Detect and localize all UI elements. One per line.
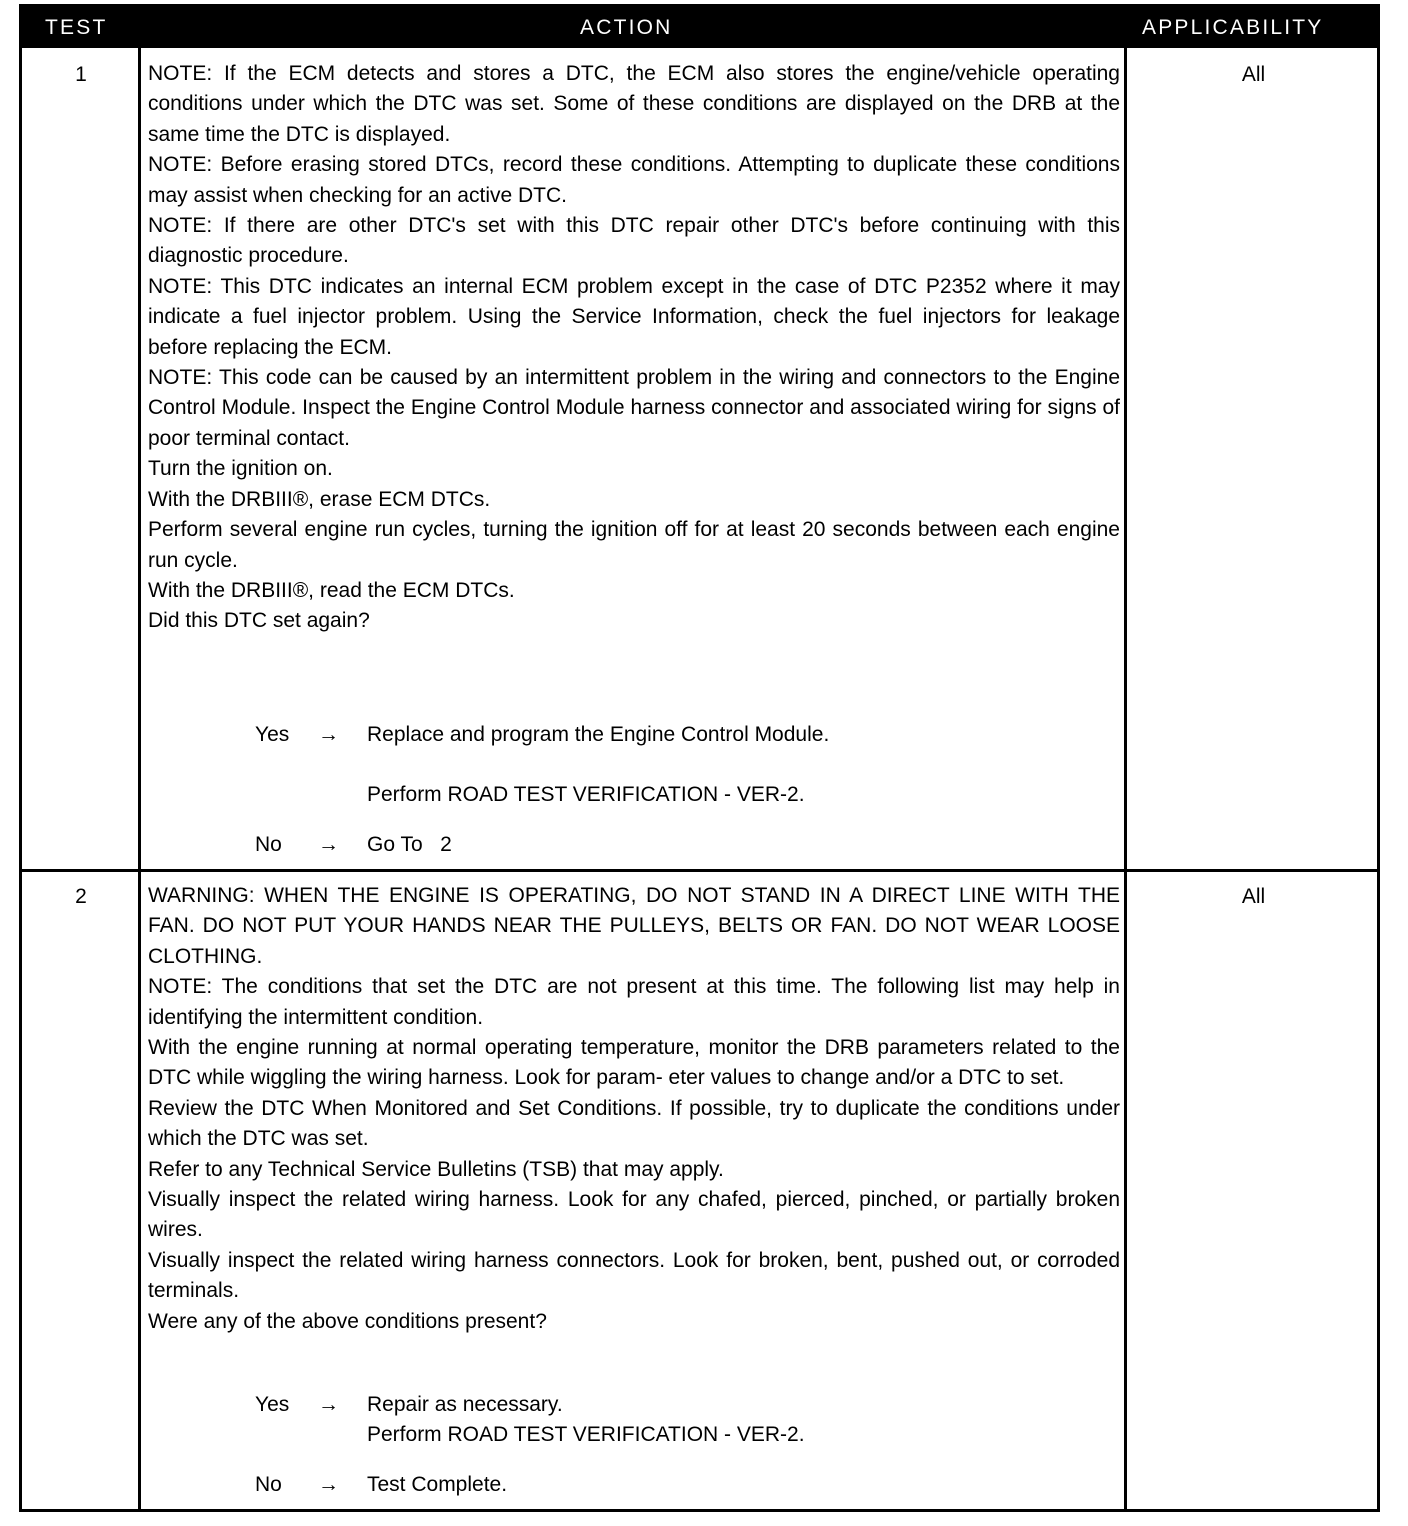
action-paragraph: NOTE: This code can be caused by an intermittent problem in the wiring and connectors to the Engine Control Module. Inspect the Engine Control Module harness connector and associated wiring for signs of poor terminal contact. [148, 366, 1120, 450]
action-paragraph: NOTE: If there are other DTC's set with this DTC repair other DTC's before continuing with this diagnostic procedure. [148, 214, 1120, 268]
yes-action-verification: Perform ROAD TEST VERIFICATION - VER-2. [367, 783, 805, 806]
arrow-right-icon: → [318, 1473, 339, 1496]
action-paragraph: Visually inspect the related wiring harness. Look for any chafed, pierced, pinched, or partially broken wires. [148, 1188, 1120, 1242]
column-divider-applicability [1124, 48, 1127, 1509]
no-label: No [255, 1473, 282, 1496]
action-paragraph: NOTE: If the ECM detects and stores a DTC, the ECM also stores the engine/vehicle operating conditions under which the DTC was set. Some of these conditions are displayed on the DRB at the same time the DTC is displayed. [148, 62, 1120, 146]
action-paragraph: With the DRBIII®, erase ECM DTCs. [148, 487, 491, 511]
no-action: Test Complete. [367, 1473, 508, 1496]
action-paragraph: NOTE: This DTC indicates an internal ECM problem except in the case of DTC P2352 where it may indicate a fuel injector problem. Using the Service Information, check the fuel injectors for leakage before replacing the ECM. [148, 274, 1120, 359]
test-number: 2 [75, 885, 87, 908]
table-header [22, 7, 1377, 48]
action-paragraph: Perform several engine run cycles, turning the ignition off for at least 20 seconds between each engine run cycle. [148, 518, 1120, 572]
header-applicability: APPLICABILITY [1142, 16, 1324, 39]
yes-label: Yes [255, 1393, 290, 1416]
arrow-right-icon: → [318, 833, 339, 856]
action-text [148, 59, 1120, 637]
action-paragraph: Did this DTC set again? [148, 609, 370, 633]
action-paragraph: Turn the ignition on. [148, 457, 333, 481]
action-text [148, 881, 1120, 1337]
action-paragraph: NOTE: The conditions that set the DTC are not present at this time. The following list may help in identifying the intermittent condition. [148, 975, 1120, 1029]
header-test: TEST [45, 16, 108, 39]
yes-label: Yes [255, 723, 290, 746]
action-paragraph: Were any of the above conditions present? [148, 1309, 547, 1333]
action-paragraph: With the engine running at normal operating temperature, monitor the DRB parameters related to the DTC while wiggling the wiring harness. Look for param- eter values to change and/or a DTC to set. [148, 1036, 1120, 1090]
yes-action: Replace and program the Engine Control Module. [367, 723, 830, 746]
test-number: 1 [75, 63, 87, 86]
column-divider-test [138, 48, 141, 1509]
row-divider [22, 869, 1377, 872]
arrow-right-icon: → [318, 1393, 339, 1416]
action-paragraph: NOTE: Before erasing stored DTCs, record these conditions. Attempting to duplicate these conditions may assist when checking for an active DTC. [148, 153, 1120, 207]
header-action: ACTION [580, 16, 673, 39]
action-paragraph: WARNING: WHEN THE ENGINE IS OPERATING, DO NOT STAND IN A DIRECT LINE WITH THE FAN. DO NOT PUT YOUR HANDS NEAR THE PULLEYS, BELTS OR FAN. DO NOT WEAR LOOSE CLOTHING. [148, 884, 1120, 968]
no-action: Go To 2 [367, 833, 452, 856]
action-paragraph: Visually inspect the related wiring harness connectors. Look for broken, bent, pushed out, or corroded terminals. [148, 1248, 1120, 1303]
yes-action: Repair as necessary. [367, 1393, 563, 1416]
applicability-value: All [1241, 885, 1266, 908]
arrow-right-icon: → [318, 723, 339, 746]
diagnostic-test-table [19, 4, 1380, 1512]
no-label: No [255, 833, 282, 856]
action-paragraph: Review the DTC When Monitored and Set Conditions. If possible, try to duplicate the conditions under which the DTC was set. [148, 1096, 1120, 1151]
applicability-value: All [1241, 63, 1266, 86]
yes-action-verification: Perform ROAD TEST VERIFICATION - VER-2. [367, 1423, 805, 1446]
action-paragraph: With the DRBIII®, read the ECM DTCs. [148, 578, 515, 602]
action-paragraph: Refer to any Technical Service Bulletins (TSB) that may apply. [148, 1157, 724, 1181]
